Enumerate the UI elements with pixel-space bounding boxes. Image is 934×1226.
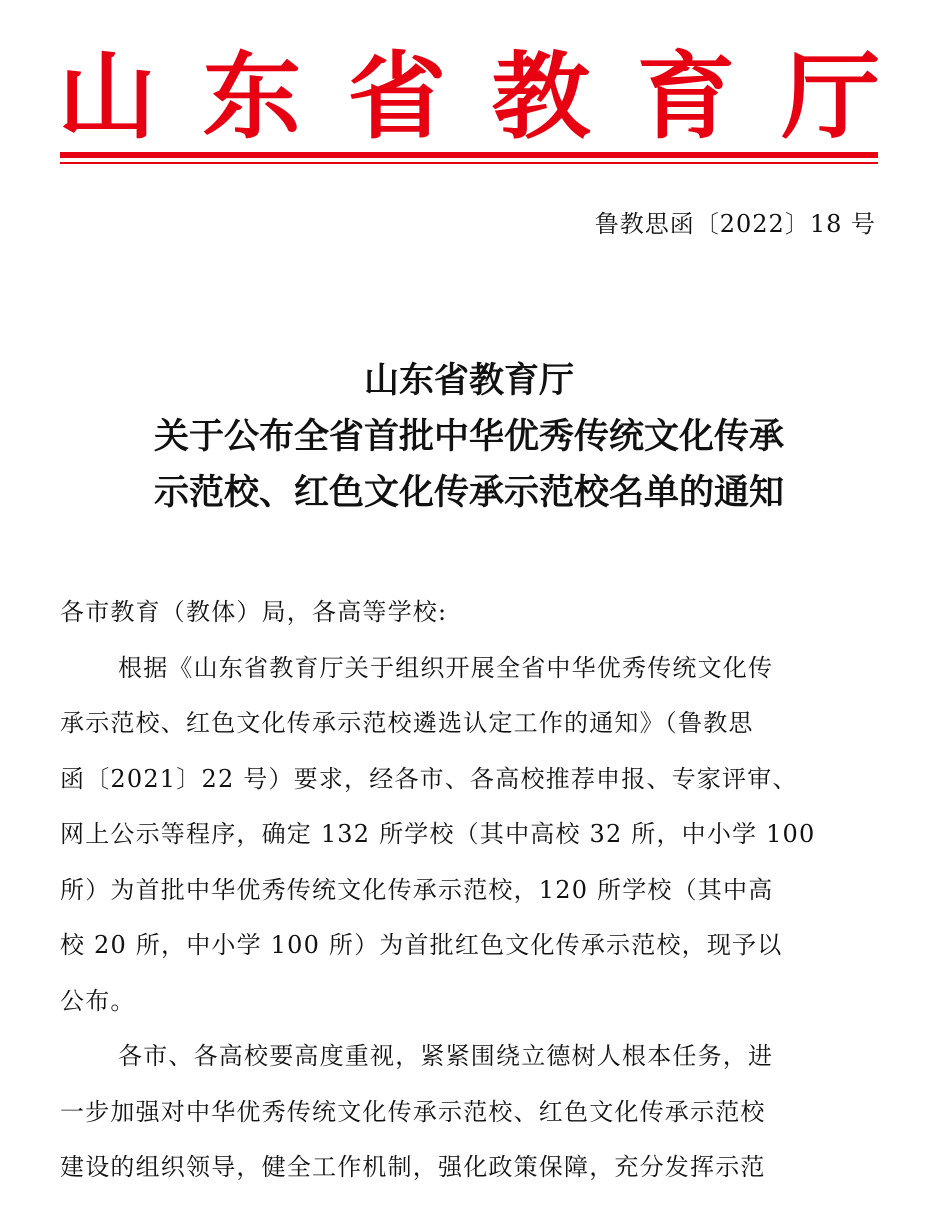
paragraph-line: 校 20 所，中小学 100 所）为首批红色文化传承示范校，现予以 (60, 931, 783, 959)
masthead-red-rule-thick (60, 152, 878, 158)
masthead-char: 东 (202, 43, 302, 152)
paragraph-line: 各市、各高校要高度重视，紧紧围绕立德树人根本任务，进 (118, 1042, 774, 1070)
paragraph-line: 承示范校、红色文化传承示范校遴选认定工作的通知》（鲁教思 (60, 709, 754, 737)
document-title (60, 353, 878, 521)
masthead-char: 育 (636, 43, 736, 152)
paragraph-line: 网上公示等程序，确定 132 所学校（其中高校 32 所，中小学 100 (60, 820, 816, 848)
document-body (60, 585, 878, 1196)
title-line: 关于公布全省首批中华优秀传统文化传承 (153, 417, 784, 457)
masthead-char: 厅 (781, 43, 881, 152)
paragraph-line: 公布。 (60, 986, 136, 1015)
paragraph-line: 所）为首批中华优秀传统文化传承示范校，120 所学校（其中高 (60, 875, 774, 904)
title-line: 示范校、红色文化传承示范校名单的通知 (153, 473, 784, 513)
salutation: 各市教育（教体）局，各高等学校: (60, 598, 448, 626)
document-number: 鲁教思函〔2022〕18 号 (594, 210, 876, 238)
paragraph-line: 建设的组织领导，健全工作机制，强化政策保障，充分发挥示范 (60, 1153, 766, 1181)
masthead-char: 教 (492, 43, 591, 152)
paragraph-line: 函〔2021〕22 号）要求，经各市、各高校推荐申报、专家评审、 (60, 764, 798, 793)
masthead-org-name (57, 43, 881, 152)
masthead-char: 省 (347, 43, 446, 152)
paragraph-line: 一步加强对中华优秀传统文化传承示范校、红色文化传承示范校 (60, 1097, 766, 1126)
masthead-red-rule-thin (60, 162, 878, 164)
masthead-char: 山 (57, 43, 157, 152)
title-line: 山东省教育厅 (363, 361, 574, 401)
paragraph-line: 根据《山东省教育厅关于组织开展全省中华优秀传统文化传 (118, 653, 774, 682)
